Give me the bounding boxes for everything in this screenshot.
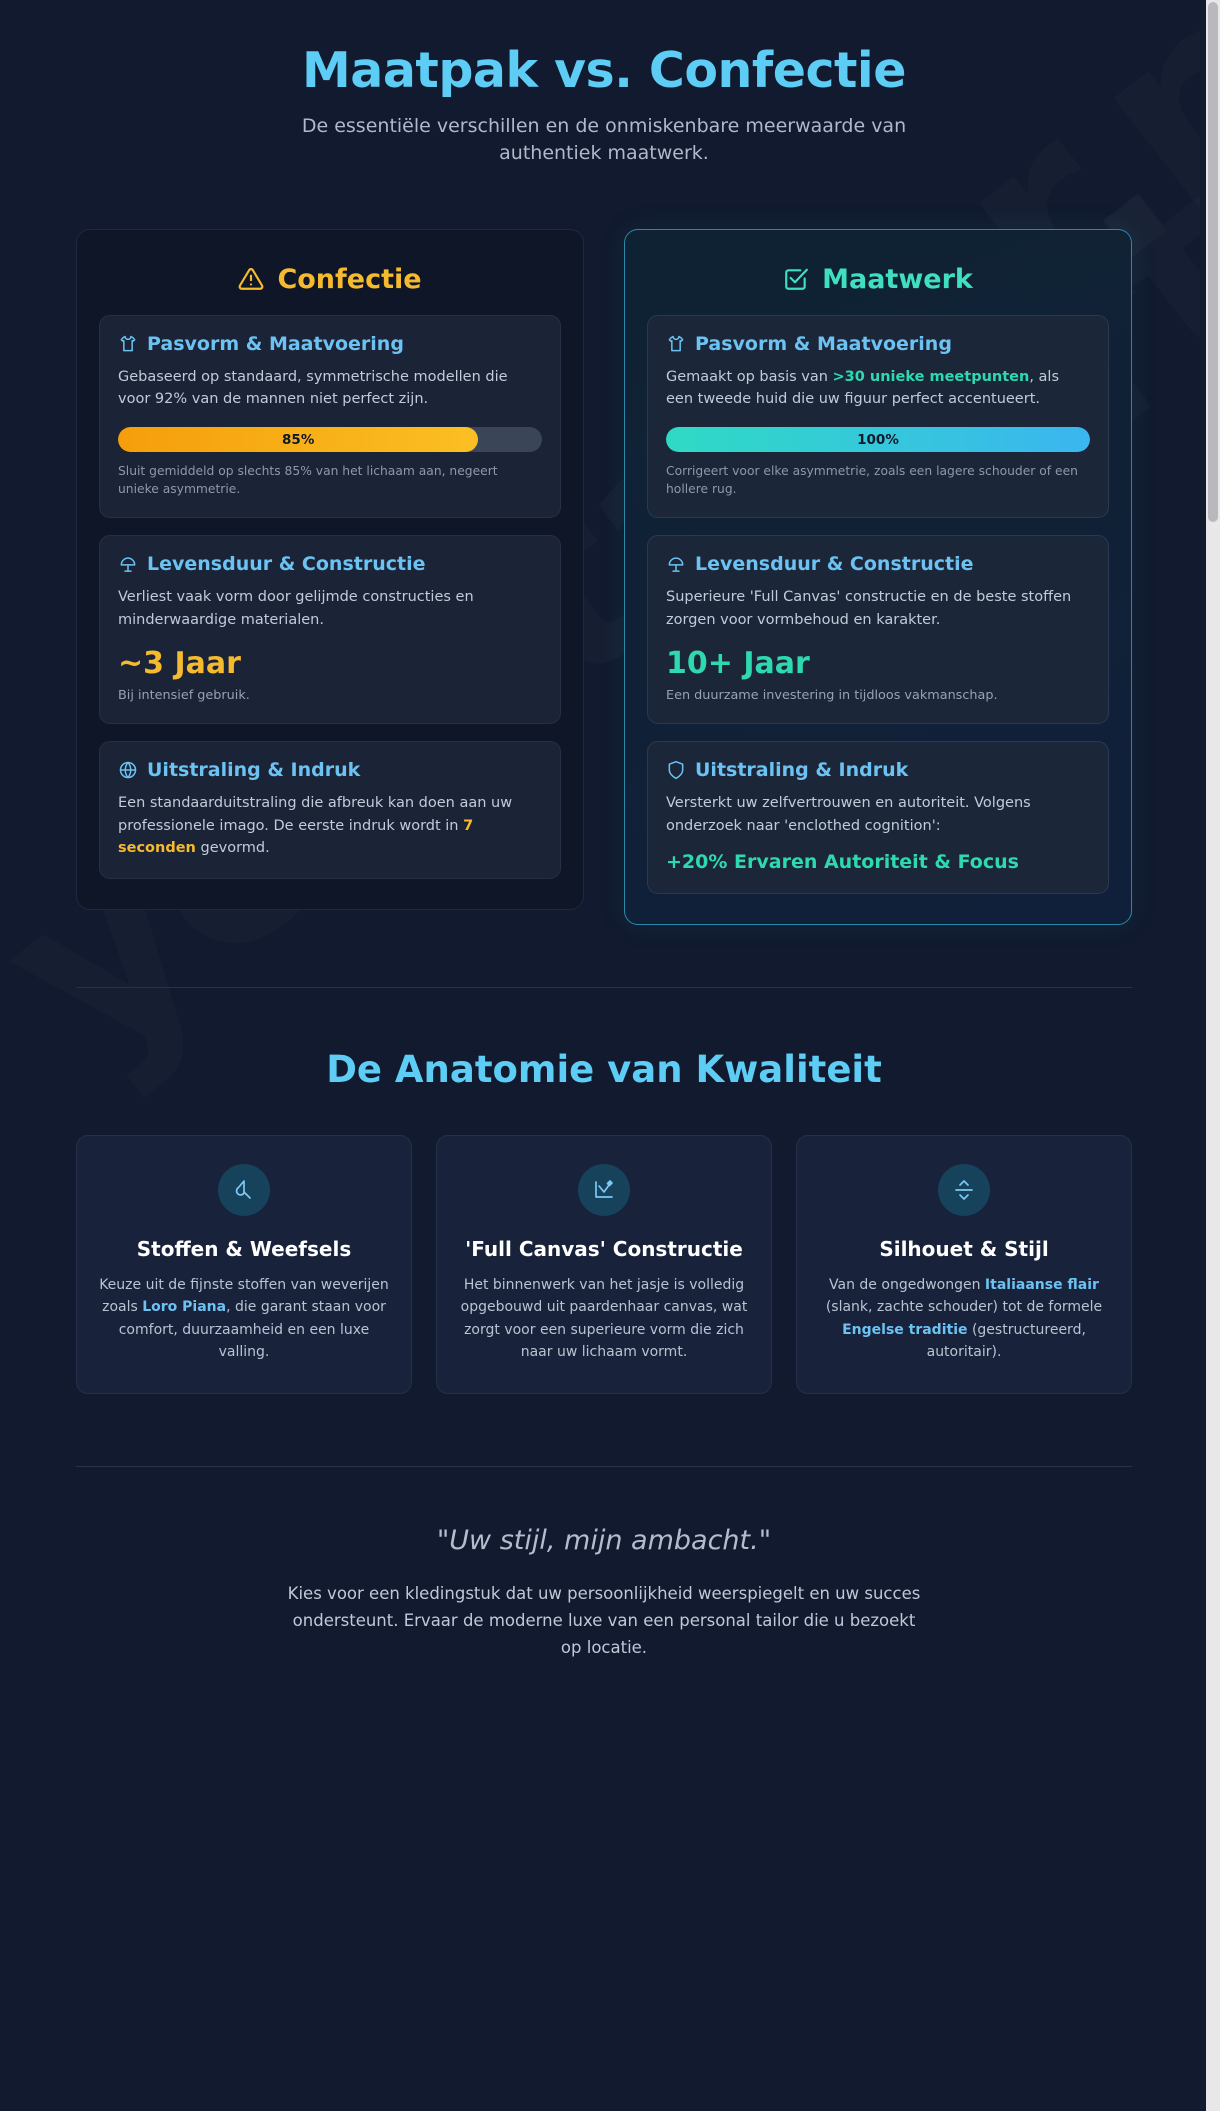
block-body: Gebaseerd op standaard, symmetrische modellen die voor 92% van de mannen niet perfect zijn.	[118, 368, 508, 408]
block-header	[118, 333, 542, 355]
anatomy-card-stoffen	[76, 1135, 412, 1395]
progress-bar-value: 100%	[857, 431, 899, 448]
progress-bar-confectie	[118, 427, 542, 452]
block-label: Levensduur & Constructie	[695, 552, 974, 575]
comparison-section	[76, 229, 1132, 925]
anatomy-card-fullcanvas	[436, 1135, 772, 1395]
anatomy-body-part-2: (slank, zachte schouder) tot de formele	[825, 1299, 1103, 1316]
block-body: Superieure 'Full Canvas' constructie en de beste stoffen zorgen voor vormbehoud en karakter.	[666, 588, 1072, 628]
check-square-icon	[783, 266, 809, 292]
block-body-part-2: gevormd.	[195, 840, 270, 857]
block-label: Uitstraling & Indruk	[695, 758, 909, 781]
column-confectie	[76, 229, 584, 910]
block-header	[666, 333, 1090, 355]
scrollbar-thumb[interactable]	[1208, 2, 1218, 522]
fabric-pin-icon	[218, 1164, 270, 1216]
anatomy-body-emphasis-2: Engelse traditie	[842, 1321, 968, 1338]
progress-bar-note: Sluit gemiddeld op slechts 85% van het lichaam aan, negeert unieke asymmetrie.	[118, 464, 498, 497]
block-levensduur-confectie	[99, 535, 561, 724]
stat-value: 10+ Jaar	[666, 646, 810, 682]
progress-bar-note: Corrigeert voor elke asymmetrie, zoals een lagere schouder of een hollere rug.	[666, 464, 1078, 497]
block-header	[118, 553, 542, 575]
block-header	[118, 759, 542, 781]
canvas-chart-icon	[578, 1164, 630, 1216]
block-body	[666, 366, 1090, 411]
block-pasvorm-maatwerk	[647, 315, 1109, 518]
column-maatwerk	[624, 229, 1132, 925]
block-uitstraling-confectie	[99, 741, 561, 879]
anatomy-body-part-1: Van de ongedwongen	[829, 1276, 985, 1293]
progress-bar-value: 85%	[282, 431, 315, 448]
footer-outro: Kies voor een kledingstuk dat uw persoonlijkheid weerspiegelt en uw succes ondersteunt. Ervaar de moderne luxe van een personal tailor die u bezoekt op locatie.	[287, 1584, 921, 1657]
section-divider-1	[76, 987, 1132, 988]
block-body: Versterkt uw zelfvertrouwen en autoriteit. Volgens onderzoek naar 'enclothed cognition':	[666, 794, 1031, 834]
anatomy-card-body	[99, 1274, 389, 1364]
hero-section	[76, 8, 1132, 167]
shield-icon	[666, 760, 686, 780]
stat-value: ~3 Jaar	[118, 646, 241, 682]
progress-bar-fill	[118, 427, 478, 452]
block-label: Uitstraling & Indruk	[147, 758, 361, 781]
block-body-emphasis: 7 seconden	[118, 817, 474, 857]
section-divider-2	[76, 1466, 1132, 1467]
anatomy-body-part-3: (gestructureerd, autoritair).	[926, 1321, 1086, 1360]
footer-quote: "Uw stijl, mijn ambacht."	[436, 1525, 772, 1557]
anatomy-card-title: Silhouet & Stijl	[879, 1236, 1049, 1261]
anatomy-card-silhouet	[796, 1135, 1132, 1395]
column-confectie-header	[99, 256, 561, 315]
block-label: Pasvorm & Maatvoering	[147, 332, 404, 355]
block-label: Pasvorm & Maatvoering	[695, 332, 952, 355]
stat-note: Bij intensief gebruik.	[118, 687, 250, 703]
anatomy-card-title: 'Full Canvas' Constructie	[465, 1236, 743, 1261]
progress-bar-fill	[666, 427, 1090, 452]
shirt-icon	[666, 334, 686, 354]
anatomy-card-body	[819, 1274, 1109, 1364]
block-levensduur-maatwerk	[647, 535, 1109, 724]
stat-note: Een duurzame investering in tijdloos vakmanschap.	[666, 687, 998, 703]
anatomy-body-emphasis: Loro Piana	[142, 1299, 227, 1316]
block-header	[666, 759, 1090, 781]
page-subtitle: De essentiële verschillen en de onmiskenbare meerwaarde van authentiek maatwerk.	[301, 114, 907, 164]
anatomy-card-title: Stoffen & Weefsels	[136, 1236, 352, 1261]
anatomy-body-part-2: , die garant staan voor comfort, duurzaamheid en een luxe valling.	[118, 1299, 386, 1360]
block-body-part-1: Gemaakt op basis van	[666, 368, 833, 385]
column-maatwerk-header	[647, 256, 1109, 315]
silhouette-arrows-icon	[938, 1164, 990, 1216]
column-maatwerk-label: Maatwerk	[822, 263, 973, 295]
globe-icon	[118, 760, 138, 780]
progress-bar-maatwerk	[666, 427, 1090, 452]
content-canvas	[8, 8, 1200, 2111]
anatomy-section-title: De Anatomie van Kwaliteit	[326, 1047, 882, 1091]
anatomy-body-part-1: Keuze uit de fijnste stoffen van weverijen zoals	[99, 1276, 389, 1316]
block-pasvorm-confectie	[99, 315, 561, 518]
anatomy-cards	[76, 1135, 1132, 1395]
column-confectie-label: Confectie	[277, 263, 422, 295]
block-label: Levensduur & Constructie	[147, 552, 426, 575]
block-body-part-2: , als een tweede huid die uw figuur perfect accentueert.	[666, 368, 1060, 408]
highlight-stat: +20% Ervaren Autoriteit & Focus	[666, 851, 1019, 874]
block-header	[666, 553, 1090, 575]
anatomy-body-emphasis: Italiaanse flair	[984, 1276, 1099, 1293]
umbrella-icon	[118, 554, 138, 574]
anatomy-card-body: Het binnenwerk van het jasje is volledig opgebouwd uit paardenhaar canvas, wat zorgt voor een superieure vorm die zich naar uw lichaam vormt.	[460, 1276, 748, 1360]
block-body	[118, 792, 542, 860]
block-body-emphasis: >30 unieke meetpunten	[832, 368, 1030, 385]
block-body: Verliest vaak vorm door gelijmde constructies en minderwaardige materialen.	[118, 588, 474, 628]
block-uitstraling-maatwerk	[647, 741, 1109, 894]
umbrella-icon	[666, 554, 686, 574]
shirt-icon	[118, 334, 138, 354]
block-body-part-1: Een standaarduitstraling die afbreuk kan doen aan uw professionele imago. De eerste indruk wordt in	[118, 794, 513, 834]
warning-triangle-icon	[238, 266, 264, 292]
page-title: Maatpak vs. Confectie	[302, 42, 906, 99]
